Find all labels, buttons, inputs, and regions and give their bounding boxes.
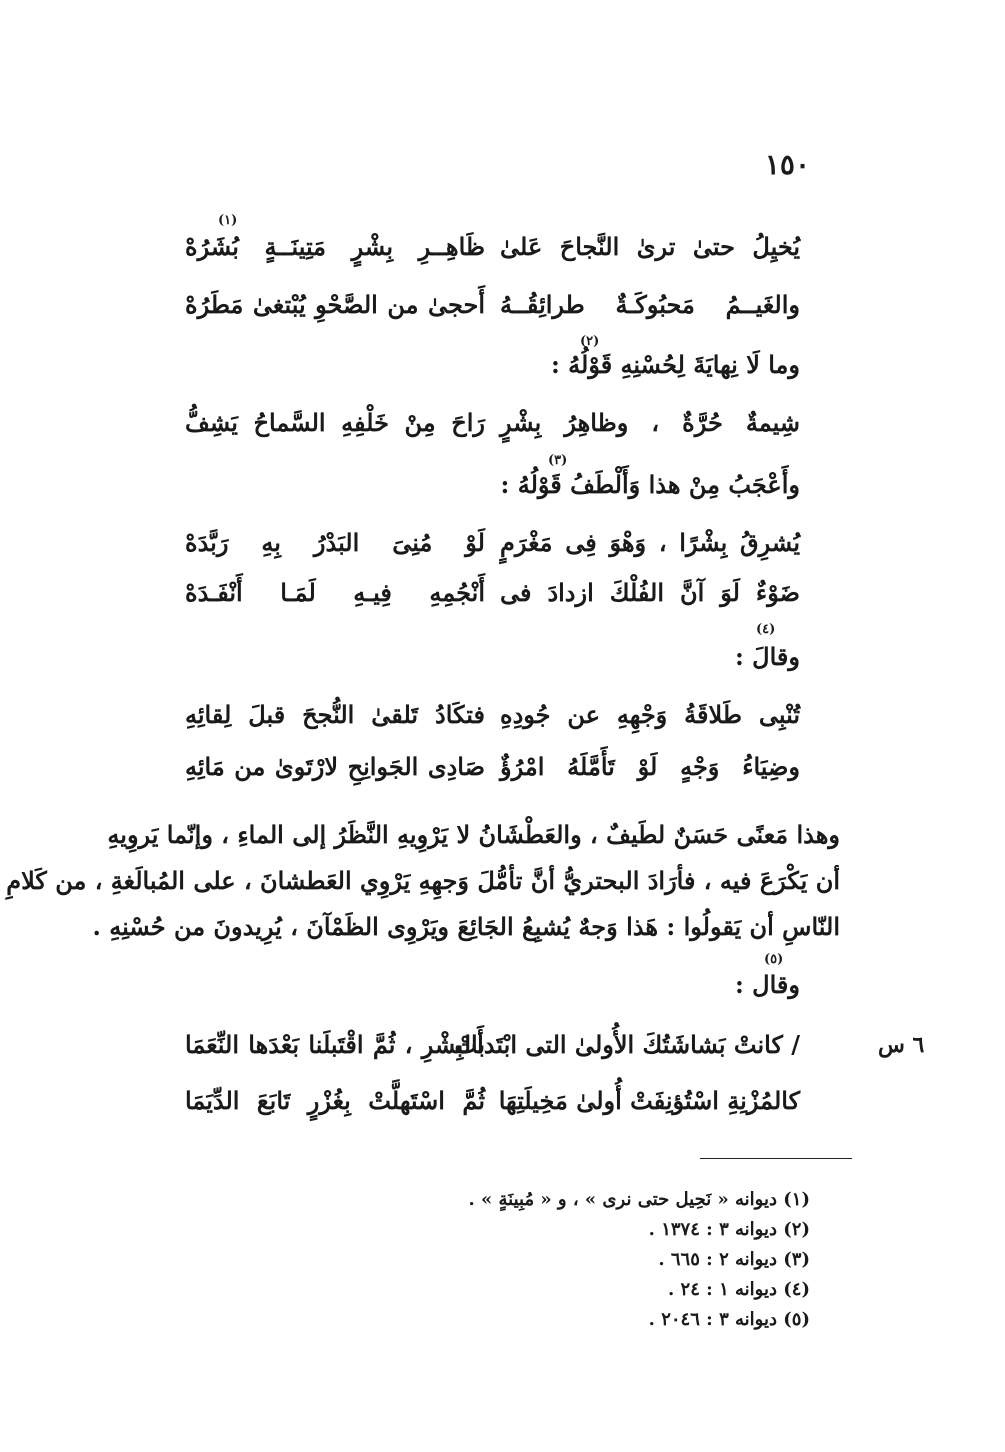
verse-second-hemistich: فتكَادُ تَلقىٰ النُّجحَ قبلَ لِقائِهِ [185, 700, 485, 729]
verse-second-hemistich: بالبِشْرِ ، ثُمَّ اقْتَبلَنا بَعْدَها النِّعَمَا [185, 1030, 485, 1059]
footnote: (٣) ديوانه ٢ : ٦٦٥ . [658, 1249, 810, 1270]
verse-first-hemistich: شِيمةٌ حُرَّةٌ ، وظاهِرُ بِشْرٍ [500, 408, 800, 437]
verse-second-hemistich: أَحجىٰ من الصَّحْوِ يُبْتغىٰ مَطَرُهْ [185, 290, 485, 319]
paragraph-line: النّاسِ أن يَقولُوا : هَذا وَجهٌ يُشبِعُ الجَائِعَ ويَرْوِى الظَمْآنَ ، يُرِيدونَ من حُسْنِهِ . [92, 912, 840, 941]
footnote: (٤) ديوانه ١ : ٢٤ . [668, 1279, 810, 1300]
footnote-marker: (٢) [580, 334, 600, 349]
verse-line [140, 578, 800, 626]
paragraph-line: وهذا مَعنًى حَسَنٌ لطَيفٌ ، والعَطْشَانُ لا يَرْوِيهِ النَّظَرُ إلى الماءِ ، وإنّما يَروِيهِ [107, 820, 840, 849]
footnote-separator [700, 1158, 852, 1159]
verse-first-hemistich: / كانتْ بَشاشَتُكَ الأُولىٰ التى ابْتَدأَتْ [454, 1030, 800, 1059]
footnote-marker: (٤) [756, 622, 776, 637]
verse-line [140, 700, 800, 748]
verse-line [140, 1030, 800, 1078]
verse-first-hemistich: والغَيــمُ مَحبُوكَـةٌ طرائِقُــهُ [500, 290, 800, 319]
verse-second-hemistich: لَوْ مُنِىَ البَدْرُ بِهِ رَبَّدَهْ [185, 528, 485, 557]
verse-first-hemistich: كالمُزْنِةِ اسْتُؤنِفَتْ أُولىٰ مَخِيلَتِهَا [498, 1086, 800, 1115]
verse-intro: وما لَا نِهايَةَ لِحُسْنِهِ قَوْلُهُ : [550, 350, 800, 379]
verse-second-hemistich: رَاحَ مِنْ خَلْفِهِ السَّماحُ يَشِفُّ [185, 408, 485, 437]
footnotes [400, 1185, 810, 1335]
footnote-marker: (٣) [548, 453, 568, 468]
footnote: (١) ديوانه « نَحِيل حتى نرى » ، و « مُبِينَةٍ » . [468, 1189, 810, 1210]
footnote-marker: (١) [218, 213, 238, 228]
footnote-marker: (٥) [764, 952, 784, 967]
verse-line [140, 752, 800, 800]
verse-line [140, 528, 800, 576]
commentary-paragraph [6, 812, 840, 950]
verse-line [140, 232, 800, 280]
verse-intro: وقال : [734, 970, 800, 999]
paragraph-line: أن يَكْرَعَ فيه ، فأرَادَ البحتريُّ أنَّ تأمُّلَ وَجهِهِ يَرْوِي العَطشانَ ، على المُبالَغةِ ، من كَلامِ [6, 866, 840, 895]
verse-intro: وقالَ : [734, 642, 800, 671]
verse-second-hemistich: صَادِى الجَوانِحِ لارْتَوىٰ من مَائِهِ [185, 752, 485, 781]
verse-second-hemistich: أَنْجُمِهِ فِيـهِ لَمَـا أَنْفَـدَهْ [185, 578, 485, 607]
verse-intro: وأَعْجَبُ مِنْ هذا وَأَلْطَفُ قَوْلُهُ : [500, 470, 800, 499]
footnote: (٢) ديوانه ٣ : ١٣٧٤ . [648, 1219, 810, 1240]
verse-second-hemistich: ثُمَّ اسْتَهلَّتْ بِغُزْرٍ تَابَعَ الدِّيَمَا [185, 1086, 485, 1115]
verse-first-hemistich: يُخيِلُ حتىٰ ترىٰ النَّجاحَ عَلىٰ [500, 232, 800, 261]
verse-first-hemistich: وضِيَاءُ وَجْهٍ لَوْ تَأَمَّلَهُ امْرُؤٌ [500, 752, 800, 781]
verse-second-hemistich: ظَاهِــرِ بِشْرٍ مَتِينَــةٍ بُشَرُهْ [185, 232, 485, 261]
page-number: ١٥٠ [764, 148, 810, 181]
verse-line [140, 408, 800, 456]
footnote: (٥) ديوانه ٣ : ٢٠٤٦ . [648, 1309, 810, 1330]
verse-line [140, 1086, 800, 1134]
verse-first-hemistich: يُشرِقُ بِشْرًا ، وَهْوَ فِى مَغْرَمٍ [500, 528, 800, 557]
verse-line [140, 290, 800, 338]
margin-folio-note: ٦ س [878, 1032, 925, 1058]
verse-first-hemistich: ضَوْءٌ لَوَ آنَّ الفُلْكَ ازدادَ فى [500, 578, 800, 607]
verse-first-hemistich: تُنْبِى طَلاقَةُ وَجْهِهِ عن جُودِهِ [500, 700, 800, 729]
